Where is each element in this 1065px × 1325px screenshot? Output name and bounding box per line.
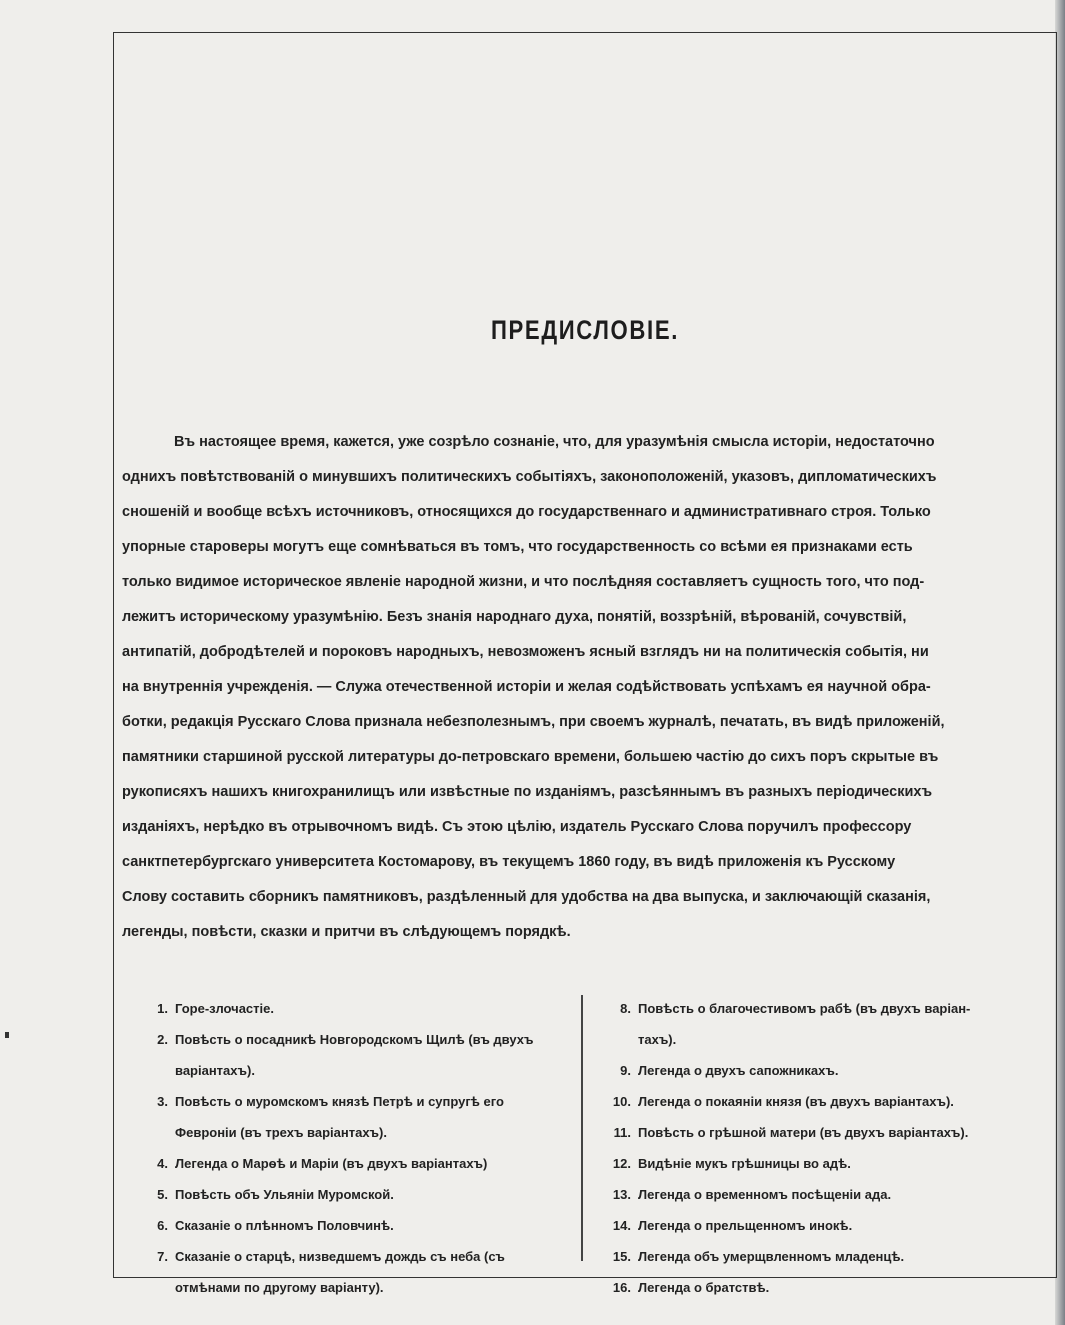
- page-frame: [113, 32, 1057, 1295]
- paragraph-line: Слову составить сборникъ памятниковъ, раздѣленный для удобства на два выпуска, и заключающій сказанія,: [122, 889, 931, 905]
- paragraph-line: ботки, редакція Русскаго Слова признала небезполезнымъ, при своемъ журналѣ, печатать, въ видѣ приложеній,: [122, 714, 945, 730]
- list-item: 13. Легенда о временномъ посѣщеніи ада.: [612, 1187, 892, 1202]
- list-item-continuation: отмѣнами по другому варіанту).: [175, 1280, 384, 1295]
- paragraph-line: сношеній и вообще всѣхъ источниковъ, относящихся до государственнаго и административнаго строя. Только: [122, 504, 931, 520]
- paragraph-line: изданіяхъ, нерѣдко въ отрывочномъ видѣ. Съ этою цѣлію, издатель Русскаго Слова поручилъ профессору: [122, 819, 912, 835]
- list-item: 15. Легенда объ умерщвленномъ младенцѣ.: [612, 1249, 905, 1264]
- list-item: 6. Сказаніе о плѣнномъ Половчинѣ.: [157, 1218, 394, 1233]
- list-item-continuation: Февроніи (въ трехъ варіантахъ).: [175, 1125, 387, 1140]
- preface-paragraph: [122, 425, 1047, 950]
- list-item: 14. Легенда о прельщенномъ инокѣ.: [612, 1218, 853, 1233]
- list-item: 16. Легенда о братствѣ.: [612, 1280, 770, 1295]
- paragraph-line: на внутреннія учрежденія. — Служа отечественной исторіи и желая содѣйствовать успѣхамъ ея научной обра-: [122, 679, 931, 695]
- paragraph-line: легенды, повѣсти, сказки и притчи въ слѣдующемъ порядкѣ.: [122, 924, 571, 940]
- paragraph-line: только видимое историческое явленіе народной жизни, и что послѣдняя составляетъ сущность того, что под-: [122, 574, 925, 590]
- list-item-continuation: тахъ).: [638, 1032, 677, 1047]
- list-item: 4. Легенда о Марѳѣ и Маріи (въ двухъ варіантахъ): [157, 1156, 488, 1171]
- list-item: 11. Повѣсть о грѣшной матери (въ двухъ варіантахъ).: [613, 1125, 969, 1140]
- list-item: 12. Видѣніе мукъ грѣшницы во адѣ.: [612, 1156, 851, 1171]
- paragraph-line: памятники старшиной русской литературы до-петровскаго времени, большею частію до сихъ поръ скрытые въ: [122, 749, 939, 765]
- paragraph-line: однихъ повѣтствованій о минувшихъ политическихъ событіяхъ, законоположеній, указовъ, дипломатическихъ: [122, 469, 937, 485]
- list-item: 9. Легенда о двухъ сапожникахъ.: [620, 1063, 839, 1078]
- paragraph-line: лежитъ историческому уразумѣнію. Безъ знанія народнаго духа, понятій, воззрѣній, вѣрованій, сочувствій,: [122, 609, 907, 625]
- list-item: 8. Повѣсть о благочестивомъ рабѣ (въ двухъ варіан-: [620, 1001, 971, 1016]
- margin-mark: [5, 1032, 9, 1038]
- paragraph-line: антипатій, добродѣтелей и пороковъ народныхъ, невозможенъ ясный взглядъ ни на политическія событія, ни: [122, 644, 929, 660]
- list-item: 2. Повѣсть о посадникѣ Новгородскомъ Щилѣ (въ двухъ: [157, 1032, 534, 1047]
- paragraph-line: санктпетербургскаго университета Костомарову, въ текущемъ 1860 году, въ видѣ приложенія къ Русскому: [122, 854, 896, 870]
- contents-list-right: [597, 993, 1047, 1303]
- paragraph-line: Въ настоящее время, кажется, уже созрѣло сознаніе, что, для уразумѣнія смысла исторіи, недостаточно: [174, 434, 935, 450]
- list-item-continuation: варіантахъ).: [175, 1063, 255, 1078]
- list-item: 10. Легенда о покаяніи князя (въ двухъ варіантахъ).: [612, 1094, 954, 1109]
- page-title: ПРЕДИСЛОВІЕ.: [490, 315, 680, 345]
- list-item: 7. Сказаніе о старцѣ, низведшемъ дождь съ неба (съ: [157, 1249, 505, 1264]
- column-divider: [581, 995, 583, 1261]
- paragraph-line: рукописяхъ нашихъ книгохранилищъ или извѣстные по изданіямъ, разсѣяннымъ въ разныхъ періодическихъ: [122, 784, 933, 800]
- paragraph-line: упорные староверы могутъ еще сомнѣваться въ томъ, что государственность со всѣми ея признаками есть: [122, 539, 913, 555]
- list-item: 5. Повѣсть объ Ульяніи Муромской.: [157, 1187, 394, 1202]
- list-item: 3. Повѣсть о муромскомъ князѣ Петрѣ и супругѣ его: [157, 1094, 504, 1109]
- contents-list-left: [134, 993, 579, 1303]
- list-item: 1. Горе-злочастіе.: [157, 1001, 274, 1016]
